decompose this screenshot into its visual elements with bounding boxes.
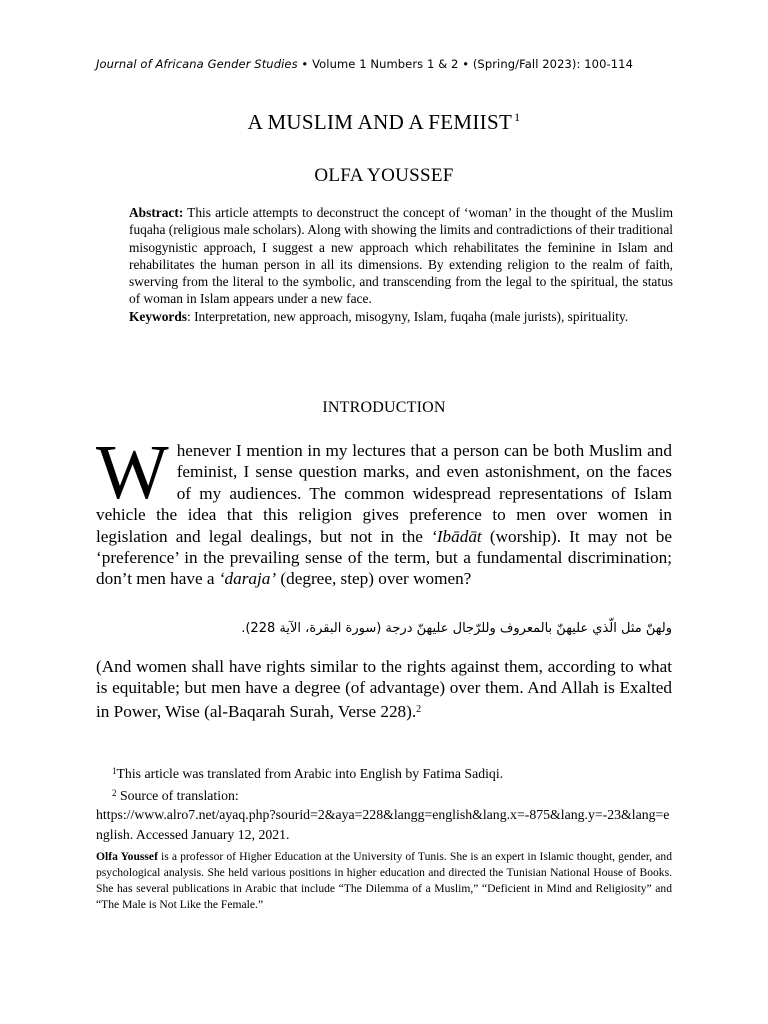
footnote-2-source	[96, 805, 672, 844]
running-head-separator: •	[458, 57, 473, 71]
arabic-verse: ولهنّ مثل الّذي عليهنّ بالمعروف وللرّجال عليهنّ درجة (سورة البقرة، الآية 228).	[241, 621, 672, 636]
abstract-paragraph	[129, 204, 673, 308]
footnote-1-marker: 1	[112, 766, 117, 776]
author-bio	[96, 849, 672, 913]
footnote-2	[96, 784, 672, 806]
footnote-1	[96, 762, 672, 784]
journal-name: Journal of Africana Gender Studies	[96, 57, 298, 71]
verse-translation-text: (And women shall have rights similar to the rights against them, according to what is equitable; but men have a degree (of advantage) over them. And Allah is Exalted in Power, Wise (al-Baqarah Surah, Verse 228).	[96, 657, 672, 721]
running-head-separator: •	[297, 57, 313, 71]
author-bio-name: Olfa Youssef	[96, 850, 158, 863]
keywords-label: Keywords	[129, 308, 188, 324]
introduction-paragraph	[96, 429, 672, 590]
article-title	[0, 110, 768, 135]
verse-translation	[96, 656, 672, 722]
drop-cap: W	[96, 429, 169, 515]
translation-footnote-marker[interactable]: 2	[416, 703, 422, 715]
keywords-paragraph	[129, 308, 673, 325]
paragraph-text-part: (degree, step) over women?	[276, 569, 472, 589]
title-footnote-marker[interactable]: 1	[514, 110, 521, 124]
keywords-text: : Interpretation, new approach, misogyny, Islam, fuqaha (male jurists), spirituality.	[187, 308, 629, 324]
abstract-block	[129, 204, 673, 325]
article-author: OLFA YOUSSEF	[314, 165, 454, 186]
source-url-link[interactable]: https://www.alro7.net/ayaq.php?sourid=2&aya=228&langg=english&lang.x=-875&lang.y=-23&lang=english	[96, 807, 670, 842]
abstract-label: Abstract:	[129, 205, 184, 220]
footnotes	[96, 762, 672, 844]
issue-info: (Spring/Fall 2023): 100-114	[472, 57, 634, 71]
paragraph-text-part: henever I mention in my lectures that a person can be both Muslim and feminist, I sense question marks, and even astonishment, on the faces of my audiences. The common widespread representations of Islam vehicle the idea that this religion gives preference to men over women in legislation and legal dealings, but not in the	[96, 441, 672, 546]
footnote-1-text: This article was translated from Arabic into English by Fatima Sadiqi.	[116, 766, 504, 781]
running-head	[96, 57, 696, 71]
term-daraja: ‘daraja’	[218, 569, 277, 589]
footnote-2-marker: 2	[112, 787, 117, 798]
author-bio-text: is a professor of Higher Education at the University of Tunis. She is an expert in Islamic thought, gender, and psychological analysis. She held various positions in higher education and directed the Tunisian National House of Books. She has several publications in Arabic that include “The Dilemma of a Muslim,” “Deficient in Mind and Religiosity” and “The Male is Not Like the Female.”	[96, 850, 672, 911]
article-title-text: A MUSLIM AND A FEMIIST	[247, 110, 513, 134]
introduction-body	[96, 429, 672, 590]
paragraph-text-part: (worship). It may not be ‘preference’ in the prevailing sense of the term, but a fundamental discrimination; don’t men have a	[96, 526, 672, 589]
volume-info: Volume 1 Numbers 1 & 2	[312, 57, 459, 71]
term-ibadat: ‘Ibādāt	[431, 526, 482, 546]
accessed-date: . Accessed January 12, 2021.	[129, 826, 290, 842]
footnote-2-text: Source of translation:	[116, 787, 239, 803]
abstract-text: This article attempts to deconstruct the concept of ‘woman’ in the thought of the Muslim fuqaha (religious male scholars). Along with showing the limits and contradictions of their traditional misogynistic approach, I suggest a new approach which rehabilitates the feminine in Islam and rehabilitates the human person in all its dimensions. By extending religion to the realm of faith, swerving from the literal to the symbolic, and transcending from the legal to the spiritual, the status of woman in Islam appears under a new face.	[129, 205, 673, 307]
section-heading-introduction: INTRODUCTION	[322, 399, 446, 416]
